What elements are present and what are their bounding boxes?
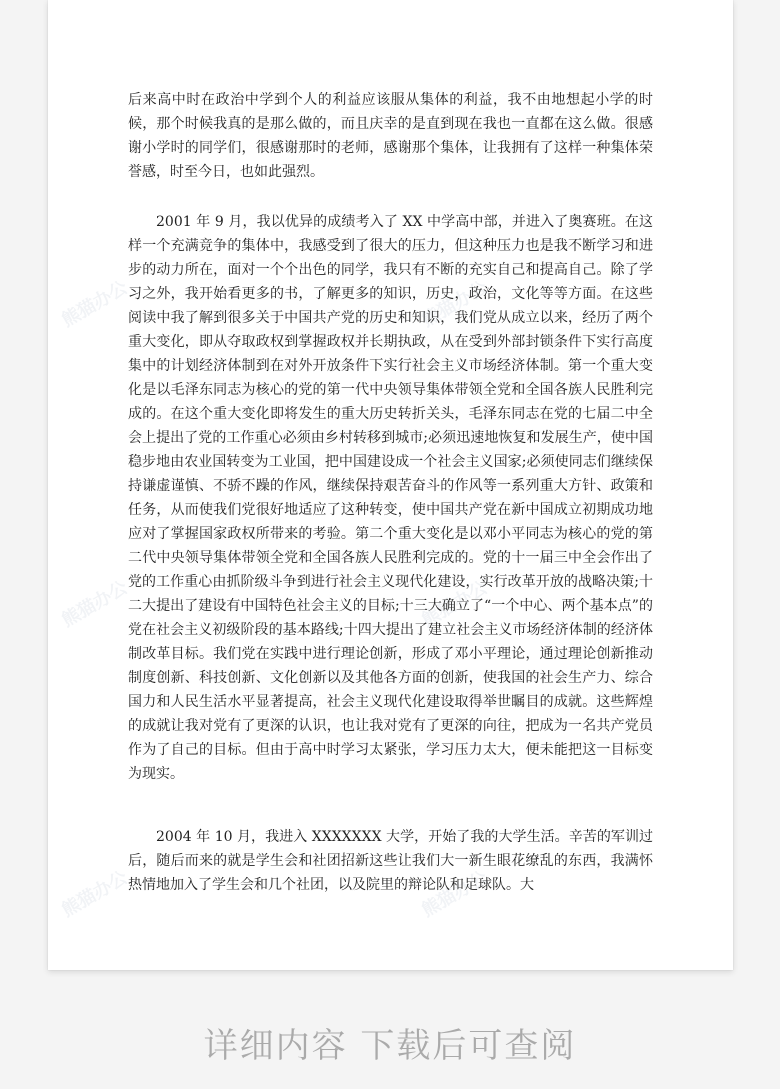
watermark: 熊猫办公 bbox=[58, 867, 132, 922]
paragraph-3: 2004 年 10 月，我进入 XXXXXXX 大学，开始了我的大学生活。辛苦的军训过后，随后而来的就是学生会和社团招新这些让我们大一新生眼花缭乱的东西，我满怀热情地加入了学生会和几个社团，以及院里的辩论队和足球队。大 bbox=[128, 829, 653, 893]
document-page bbox=[48, 0, 733, 970]
watermark: 熊猫办公 bbox=[418, 867, 492, 922]
watermark: 熊猫办公 bbox=[418, 277, 492, 332]
download-prompt[interactable]: 详细内容 下载后可查阅 bbox=[203, 1026, 577, 1066]
watermark: 熊猫办公 bbox=[418, 577, 492, 632]
watermark: 熊猫办公 bbox=[58, 577, 132, 632]
paragraph-2: 2001 年 9 月，我以优异的成绩考入了 XX 中学高中部，并进入了奥赛班。在这样一个充满竞争的集体中，我感受到了很大的压力，但这种压力也是我不断学习和进步的动力所在，面对一个个出色的同学，我只有不断的充实自己和提高自己。除了学习之外，我开始看更多的书，了解更多的知识，历史，政治，文化等等方面。在这些阅读中我了解到很多关于中国共产党的历史和知识，我们党从成立以来，经历了两个重大变化，即从夺取政权到掌握政权并长期执政，从在受到外部封锁条件下实行高度集中的计划经济体制到在对外开放条件下实行社会主义市场经济体制。第一个重大变化是以毛泽东同志为核心的党的第一代中央领导集体带领全党和全国各族人民胜利完成的。在这个重大变化即将发生的重大历史转折关头，毛泽东同志在党的七届二中全会上提出了党的工作重心必须由乡村转移到城市;必须迅速地恢复和发展生产，使中国稳步地由农业国转变为工业国，把中国建设成一个社会主义国家;必须使同志们继续保持谦虚谨慎、不骄不躁的作风，继续保持艰苦奋斗的作风等一系列重大方针、政策和任务，从而使我们党很好地适应了这种转变，使中国共产党在新中国成立初期成功地应对了掌握国家政权所带来的考验。第二个重大变化是以邓小平同志为核心的党的第二代中央领导集体带领全党和全国各族人民胜利完成的。党的十一届三中全会作出了党的工作重心由抓阶级斗争到进行社会主义现代化建设，实行改革开放的战略决策;十二大提出了建设有中国特色社会主义的目标;十三大确立了“一个中心、两个基本点”的党在社会主义初级阶段的基本路线;十四大提出了建立社会主义市场经济体制的经济体制改革目标。我们党在实践中进行理论创新，形成了邓小平理论，通过理论创新推动制度创新、科技创新、文化创新以及其他各方面的创新，使我国的社会生产力、综合国力和人民生活水平显著提高，社会主义现代化建设取得举世瞩目的成就。这些辉煌的成就让我对党有了更深的认识，也让我对党有了更深的向往，把成为一名共产党员作为了自己的目标。但由于高中时学习太紧张，学习压力太大，便未能把这一目标变为现实。 bbox=[128, 214, 653, 782]
paragraph-1: 后来高中时在政治中学到个人的利益应该服从集体的利益，我不由地想起小学的时候，那个时候我真的是那么做的，而且庆幸的是直到现在我也一直都在这么做。很感谢小学时的同学们，很感谢那时的老师，感谢那个集体，让我拥有了这样一种集体荣誉感，时至今日，也如此强烈。 bbox=[128, 92, 653, 180]
watermark: 熊猫办公 bbox=[58, 277, 132, 332]
